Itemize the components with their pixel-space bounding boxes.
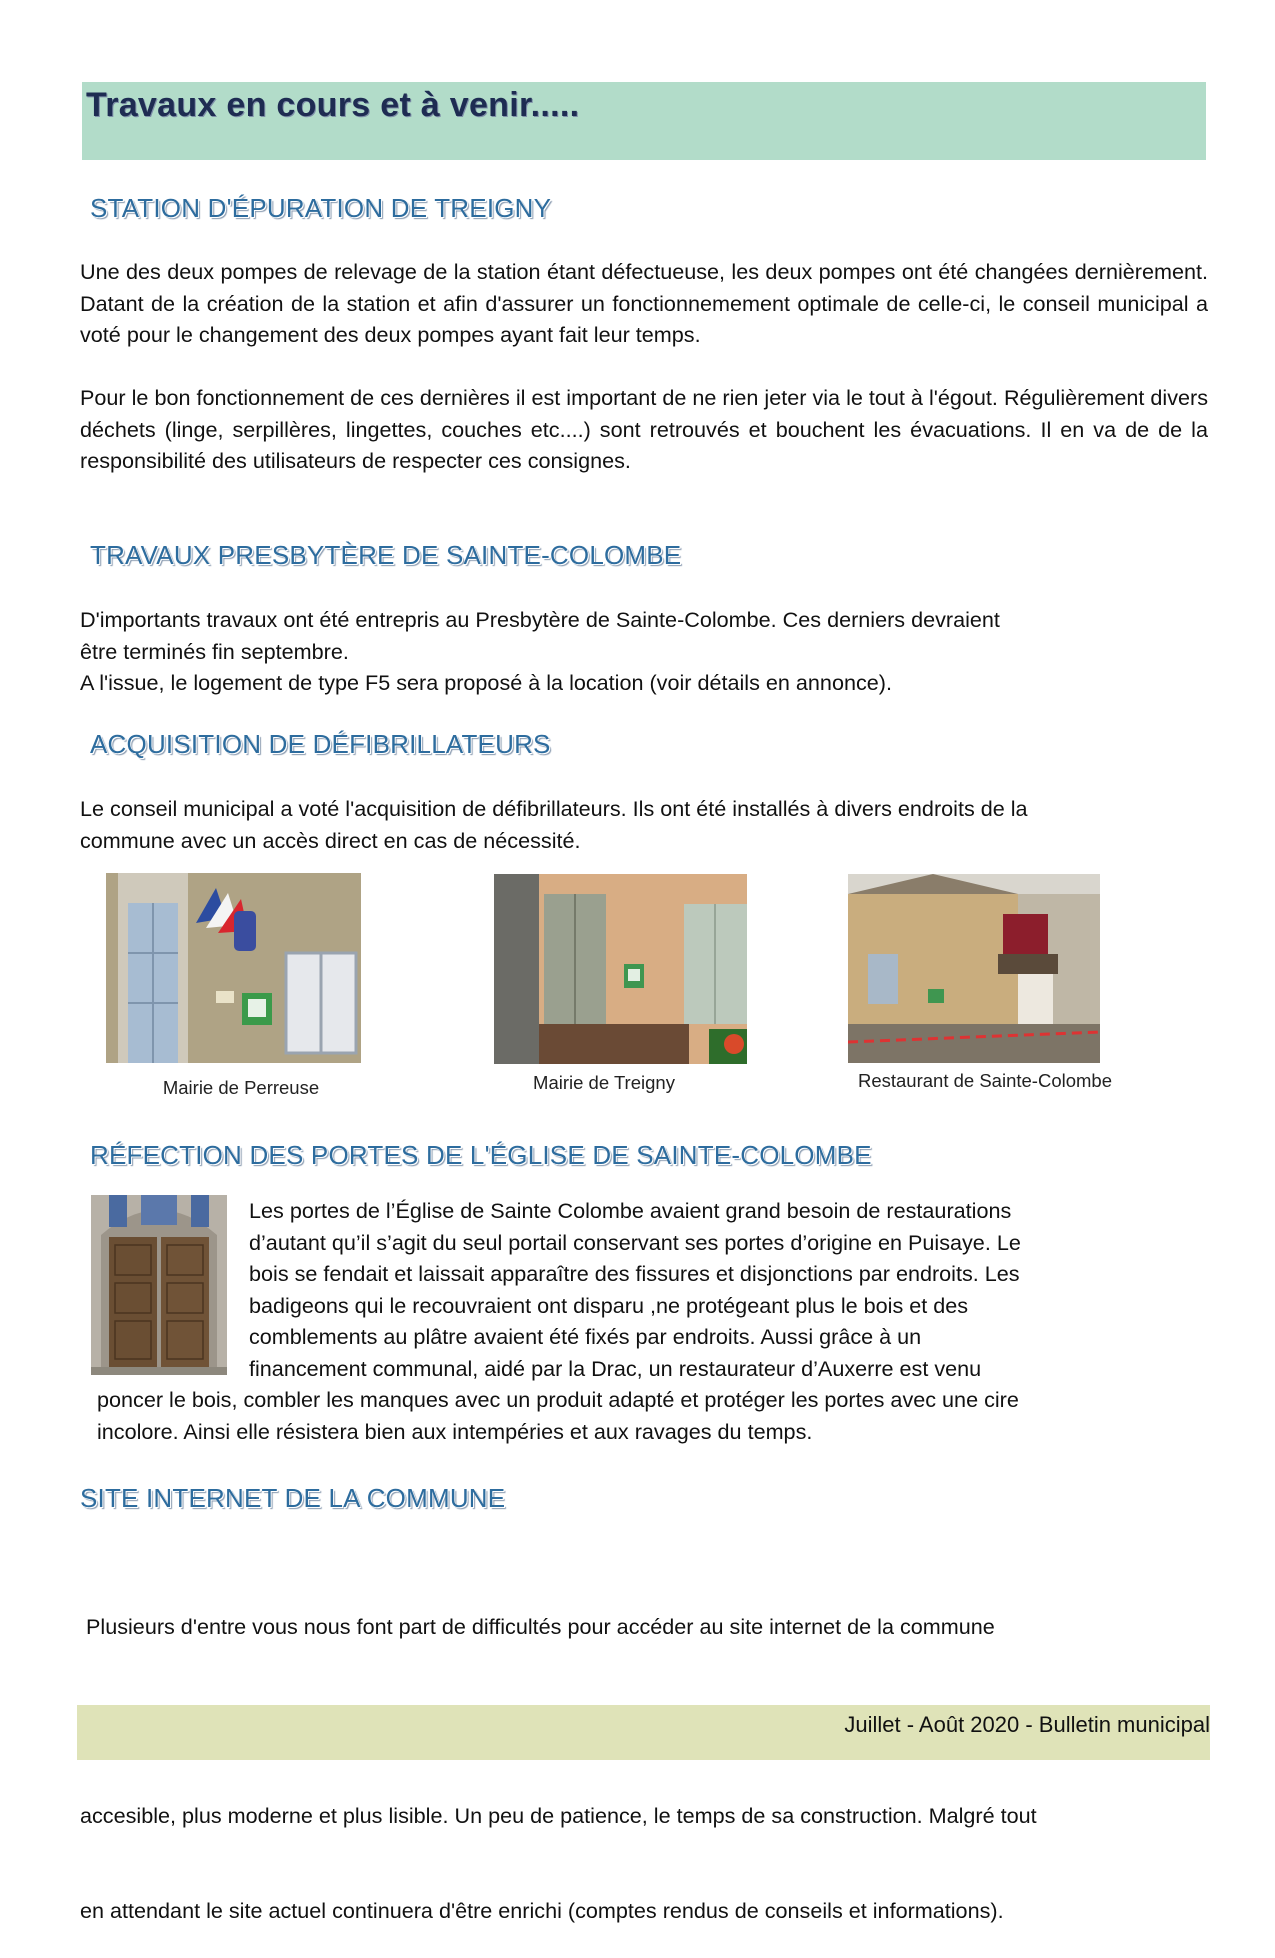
photo-portes-eglise: [91, 1195, 227, 1375]
footer-text: Juillet - Août 2020 - Bulletin municipal: [844, 1712, 1210, 1737]
site-line: accesible, plus moderne et plus lisible. Un peu de patience, le temps de sa construction. Malgré tout: [80, 1803, 1037, 1828]
presbytere-line: A l'issue, le logement de type F5 sera proposé à la location (voir détails en annonce).: [80, 670, 892, 695]
eglise-line: financement communal, aidé par la Drac, un restaurateur d’Auxerre est venu: [249, 1355, 982, 1381]
eglise-text-wrapped: [249, 1195, 1209, 1384]
caption-mairie-treigny: Mairie de Treigny: [533, 1072, 675, 1093]
presbytere-text: [80, 604, 1220, 699]
eglise-line: incolore. Ainsi elle résistera bien aux intempéries et aux ravages du temps.: [97, 1418, 813, 1444]
presbytere-line: être terminés fin septembre.: [80, 638, 349, 664]
section-title-station: STATION D'ÉPURATION DE TREIGNY: [90, 193, 552, 223]
eglise-line: comblements au plâtre avaient été fixés par endroits. Aussi grâce à un: [249, 1324, 922, 1349]
defibrillateurs-line: Le conseil municipal a voté l'acquisition de défibrillateurs. Ils ont été installés à divers endroits de la: [80, 796, 1028, 821]
section-title-defibrillateurs: ACQUISITION DE DÉFIBRILLATEURS: [90, 729, 551, 759]
eglise-line: d’autant qu’il s’agit du seul portail conservant ses portes d’origine en Puisaye. Le: [249, 1229, 1021, 1255]
section-title-site: SITE INTERNET DE LA COMMUNE: [80, 1483, 506, 1513]
section-title-eglise: RÉFECTION DES PORTES DE L'ÉGLISE DE SAINTE-COLOMBE: [90, 1140, 872, 1170]
station-paragraph-1: Une des deux pompes de relevage de la station étant défectueuse, les deux pompes ont été changées dernièrement. Datant de la création de la station et afin d'assurer un fonctionnemement optimale de celle-ci, le conseil municipal a voté pour le changement des deux pompes ayant fait leur temps.: [80, 259, 1208, 347]
presbytere-line: D'importants travaux ont été entrepris au Presbytère de Sainte-Colombe. Ces derniers devraient: [80, 607, 1000, 632]
defibrillateurs-text: [80, 793, 1220, 856]
photo-mairie-perreuse: [106, 873, 361, 1063]
caption-restaurant-sainte-colombe: Restaurant de Sainte-Colombe: [857, 1070, 1112, 1091]
station-paragraph-2: Pour le bon fonctionnement de ces dernières il est important de ne rien jeter via le tout à l'égout. Régulièrement divers déchets (linge, serpillères, lingettes, couches etc....) sont retrouvés et bouchent les évacuations. Il en va de de la responsibilité des utilisateurs de respecter ces consignes.: [80, 385, 1208, 473]
caption-mairie-perreuse: Mairie de Perreuse: [162, 1077, 320, 1098]
site-line: Plusieurs d'entre vous nous font part de difficultés pour accéder au site internet de la commune: [80, 1614, 995, 1639]
page-title: Travaux en cours et à venir.....: [86, 86, 580, 124]
eglise-text-full: [97, 1384, 1212, 1447]
defibrillateurs-line: commune avec un accès direct en cas de nécessité.: [80, 827, 581, 853]
photo-restaurant-sainte-colombe: [848, 874, 1100, 1063]
eglise-line: badigeons qui le recouvraient ont disparu ,ne protégeant plus le bois et des: [249, 1292, 969, 1318]
photo-mairie-treigny: [494, 874, 747, 1064]
eglise-line: Les portes de l’Église de Sainte Colombe avaient grand besoin de restaurations: [249, 1198, 1012, 1223]
site-line: en attendant le site actuel continuera d'être enrichi (comptes rendus de conseils et informations).: [80, 1897, 1004, 1923]
eglise-line: poncer le bois, combler les manques avec un produit adapté et protéger les portes avec une cire: [97, 1387, 1019, 1412]
section-title-presbytere: TRAVAUX PRESBYTÈRE DE SAINTE-COLOMBE: [90, 540, 682, 570]
eglise-line: bois se fendait et laissait apparaître des fissures et disjonctions par endroits. Les: [249, 1261, 1020, 1286]
